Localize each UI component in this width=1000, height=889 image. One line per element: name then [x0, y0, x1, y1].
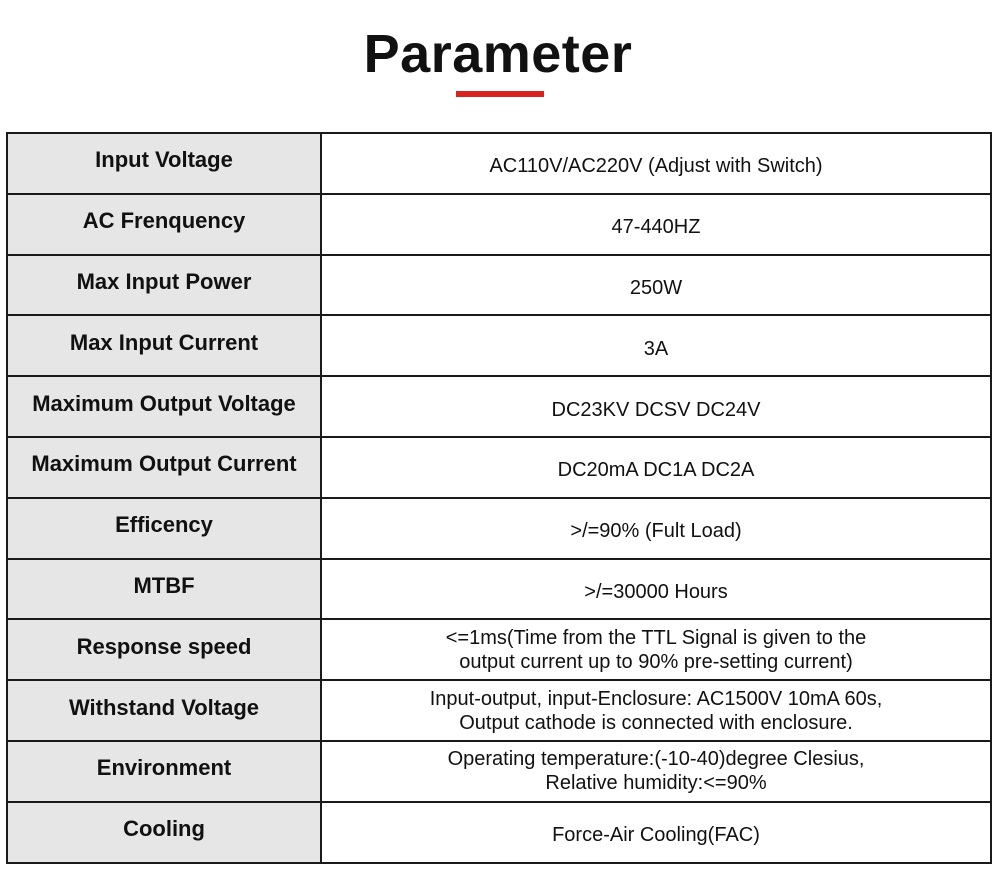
parameter-value-cell: [321, 559, 991, 620]
parameter-label: Maximum Output Current: [31, 451, 297, 477]
parameter-value-cell: [321, 133, 991, 194]
table-row: [7, 559, 991, 620]
parameter-label: Response speed: [76, 633, 252, 659]
table-row: [7, 133, 991, 194]
parameter-label-cell: [7, 741, 321, 802]
parameter-value: 3A: [643, 337, 669, 360]
parameter-label: Maximum Output Voltage: [32, 390, 296, 416]
parameter-value: DC20mA DC1A DC2A: [557, 459, 755, 482]
title-underline: [456, 91, 544, 97]
parameter-value-cell: [321, 802, 991, 863]
page-title: Parameter: [363, 24, 633, 84]
parameter-value-cell: [321, 194, 991, 255]
table-row: [7, 376, 991, 437]
parameter-value: 47-440HZ: [611, 216, 701, 239]
parameter-value: DC23KV DCSV DC24V: [551, 398, 761, 421]
parameter-label-cell: [7, 680, 321, 741]
parameter-value-cell: [321, 741, 991, 802]
table-row: [7, 437, 991, 498]
parameter-label: MTBF: [133, 572, 195, 598]
table-row: [7, 255, 991, 316]
parameter-value: 250W: [629, 276, 683, 299]
parameter-value-cell: [321, 437, 991, 498]
parameter-table: [6, 132, 992, 864]
table-row: [7, 680, 991, 741]
parameter-label-cell: [7, 619, 321, 680]
parameter-label: Environment: [96, 755, 232, 781]
table-row: [7, 802, 991, 863]
parameter-value: AC110V/AC220V (Adjust with Switch): [489, 155, 823, 178]
parameter-label: Max Input Current: [69, 329, 259, 355]
parameter-label-cell: [7, 437, 321, 498]
parameter-value: Operating temperature:(-10-40)degree Clesius, Relative humidity:<=90%: [447, 748, 865, 795]
parameter-value: Input-output, input-Enclosure: AC1500V 10mA 60s, Output cathode is connected with enclosure.: [429, 687, 883, 734]
parameter-label-cell: [7, 255, 321, 316]
table-row: [7, 741, 991, 802]
parameter-value-cell: [321, 376, 991, 437]
parameter-label-cell: [7, 133, 321, 194]
parameter-label: Efficency: [115, 512, 213, 538]
parameter-label-cell: [7, 559, 321, 620]
parameter-label-cell: [7, 498, 321, 559]
parameter-value: >/=30000 Hours: [584, 580, 728, 603]
parameter-value-cell: [321, 680, 991, 741]
parameter-label-cell: [7, 376, 321, 437]
table-row: [7, 619, 991, 680]
parameter-label: Input Voltage: [95, 147, 233, 173]
parameter-value-cell: [321, 619, 991, 680]
table-row: [7, 315, 991, 376]
parameter-label: AC Frenquency: [82, 208, 246, 234]
parameter-label: Max Input Power: [76, 268, 252, 294]
parameter-value-cell: [321, 498, 991, 559]
parameter-label-cell: [7, 194, 321, 255]
parameter-value-cell: [321, 315, 991, 376]
parameter-value: Force-Air Cooling(FAC): [552, 824, 760, 847]
table-row: [7, 498, 991, 559]
parameter-label-cell: [7, 802, 321, 863]
parameter-label-cell: [7, 315, 321, 376]
table-row: [7, 194, 991, 255]
parameter-value: >/=90% (Fult Load): [570, 520, 742, 543]
parameter-label: Cooling: [123, 816, 205, 842]
parameter-label: Withstand Voltage: [68, 694, 260, 720]
parameter-value-cell: [321, 255, 991, 316]
parameter-value: <=1ms(Time from the TTL Signal is given to the output current up to 90% pre-setting current): [445, 626, 867, 673]
